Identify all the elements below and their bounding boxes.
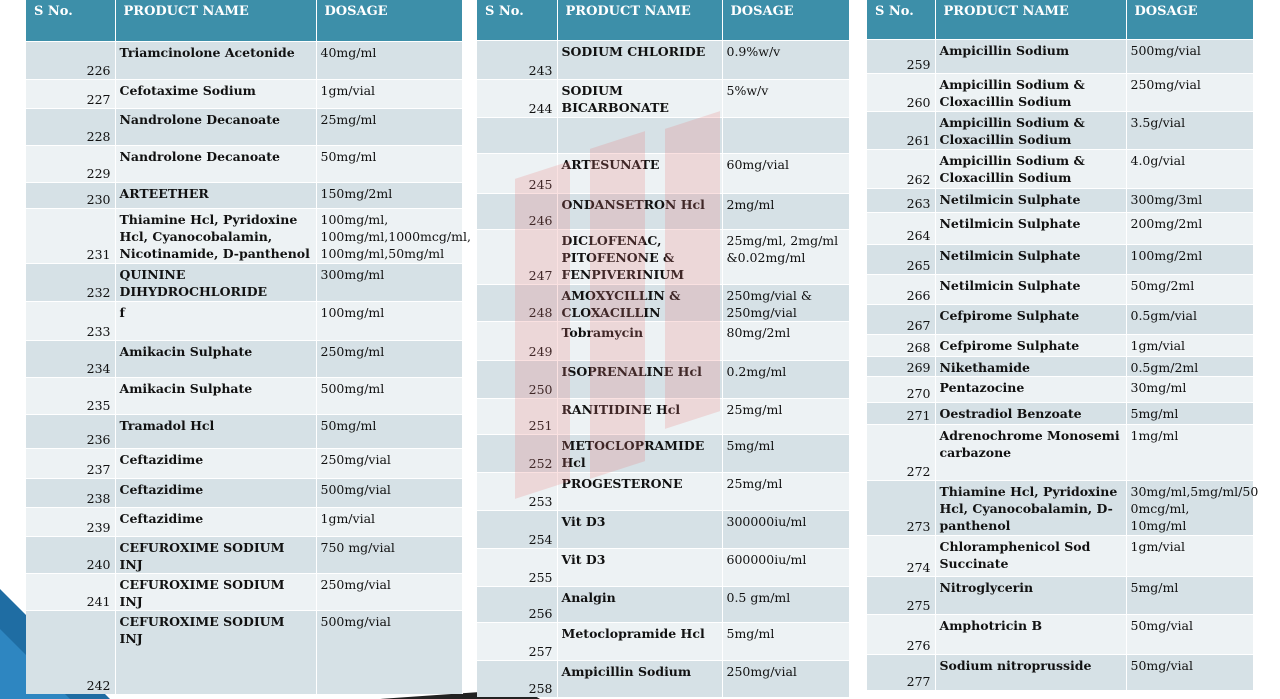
header-sno: S No. [477,0,557,40]
table-header-row [26,0,462,41]
product-table [867,0,1259,690]
product-name-cell: Metoclopramide Hcl [557,622,722,660]
product-name-cell: Ampicillin Sodium & Cloxacillin Sodium [935,73,1126,111]
serial-number-cell: 252 [477,434,557,472]
dosage-cell: 1gm/vial [316,507,462,536]
serial-number-cell: 271 [867,402,935,424]
table-row [477,321,849,360]
product-name-cell: Sodium nitroprusside [935,654,1126,690]
product-name-cell: Amphotricin B [935,614,1126,654]
serial-number-cell: 230 [26,182,115,208]
serial-number-cell: 228 [26,108,115,145]
table-row [26,108,462,145]
table-row [867,111,1253,149]
dosage-cell: 250mg/vial [1126,73,1253,111]
product-name-cell: Amikacin Sulphate [115,377,316,414]
dosage-cell: 50mg/ml [316,414,462,448]
serial-number-cell: 235 [26,377,115,414]
product-name-cell: ISOPRENALINE Hcl [557,360,722,398]
table-row [26,478,462,507]
dosage-cell [722,117,849,153]
product-name-cell: Thiamine Hcl, Pyridoxine Hcl, Cyanocobalamin, Nicotinamide, D-panthenol [115,208,316,263]
serial-number-cell: 268 [867,334,935,356]
table-row [477,472,849,510]
dosage-cell: 50mg/ml [316,145,462,182]
dosage-cell: 300000iu/ml [722,510,849,548]
product-table-3 [867,0,1259,690]
table-row [26,41,462,79]
table-row [26,301,462,340]
serial-number-cell: 273 [867,480,935,535]
serial-number-cell: 234 [26,340,115,377]
dosage-cell: 500mg/vial [316,478,462,507]
dosage-cell: 2mg/ml [722,193,849,229]
product-name-cell: Nikethamide [935,356,1126,376]
dosage-cell: 500mg/vial [1126,39,1253,73]
dosage-cell: 250mg/vial [316,573,462,610]
serial-number-cell: 236 [26,414,115,448]
table-row [26,536,462,573]
table-row [867,376,1253,402]
serial-number-cell: 251 [477,398,557,434]
dosage-cell: 25mg/ml [722,472,849,510]
serial-number-cell: 254 [477,510,557,548]
dosage-cell: 5%w/v [722,79,849,117]
table-row [477,434,849,472]
product-name-cell: Netilmicin Sulphate [935,244,1126,274]
product-name-cell: Ampicillin Sodium & Cloxacillin Sodium [935,149,1126,188]
table-row [477,229,849,284]
header-dosage: DOSAGE [1126,0,1253,39]
dosage-cell: 500mg/vial [316,610,462,694]
table-row [26,573,462,610]
table-row [26,79,462,108]
table-row [867,244,1253,274]
header-product-name: PRODUCT NAME [115,0,316,41]
product-name-cell: Analgin [557,586,722,622]
serial-number-cell [477,117,557,153]
product-name-cell: Ampicillin Sodium & Cloxacillin Sodium [935,111,1126,149]
serial-number-cell: 260 [867,73,935,111]
table-row [477,622,849,660]
dosage-cell: 600000iu/ml [722,548,849,586]
dosage-cell: 5mg/ml [722,622,849,660]
product-name-cell: Nandrolone Decanoate [115,145,316,182]
dosage-cell: 1gm/vial [1126,334,1253,356]
product-name-cell: CEFUROXIME SODIUM INJ [115,536,316,573]
table-row [477,586,849,622]
table-row [867,149,1253,188]
table-row [477,398,849,434]
product-table [26,0,471,694]
serial-number-cell: 257 [477,622,557,660]
product-table [477,0,850,697]
product-name-cell: Oestradiol Benzoate [935,402,1126,424]
product-name-cell: Thiamine Hcl, Pyridoxine Hcl, Cyanocobalamin, D-panthenol [935,480,1126,535]
serial-number-cell: 250 [477,360,557,398]
serial-number-cell: 226 [26,41,115,79]
table-row [477,117,849,153]
dosage-cell: 25mg/ml, 2mg/ml &0.02mg/ml [722,229,849,284]
dosage-cell: 250mg/vial [316,448,462,478]
serial-number-cell: 272 [867,424,935,480]
table-row [26,263,462,301]
dosage-cell: 1gm/vial [316,79,462,108]
product-name-cell: Ampicillin Sodium [557,660,722,697]
serial-number-cell: 277 [867,654,935,690]
dosage-cell: 100mg/ml, 100mg/ml,1000mcg/ml, 100mg/ml,50mg/ml [316,208,462,263]
table-row [26,610,462,694]
header-dosage: DOSAGE [722,0,849,40]
product-name-cell: Cefpirome Sulphate [935,334,1126,356]
product-name-cell: Amikacin Sulphate [115,340,316,377]
serial-number-cell: 274 [867,535,935,576]
serial-number-cell: 229 [26,145,115,182]
table-row [26,377,462,414]
dosage-cell: 200mg/2ml [1126,212,1253,244]
serial-number-cell: 244 [477,79,557,117]
table-row [477,153,849,193]
dosage-cell: 50mg/2ml [1126,274,1253,304]
table-row [477,193,849,229]
table-row [26,507,462,536]
product-name-cell: Ceftazidime [115,448,316,478]
product-name-cell: Cefpirome Sulphate [935,304,1126,334]
serial-number-cell: 231 [26,208,115,263]
table-row [26,208,462,263]
table-row [477,284,849,321]
dosage-cell: 4.0g/vial [1126,149,1253,188]
table-row [867,39,1253,73]
serial-number-cell: 248 [477,284,557,321]
product-table-1 [26,0,471,694]
dosage-cell: 1mg/ml [1126,424,1253,480]
serial-number-cell: 265 [867,244,935,274]
product-name-cell: Chloramphenicol Sod Succinate [935,535,1126,576]
product-name-cell: Triamcinolone Acetonide [115,41,316,79]
serial-number-cell: 276 [867,614,935,654]
table-row [867,212,1253,244]
product-name-cell: Netilmicin Sulphate [935,212,1126,244]
table-row [867,304,1253,334]
table-header-row [867,0,1253,39]
product-name-cell: AMOXYCILLIN & CLOXACILLIN [557,284,722,321]
product-name-cell: Pentazocine [935,376,1126,402]
serial-number-cell: 232 [26,263,115,301]
serial-number-cell: 262 [867,149,935,188]
table-row [867,274,1253,304]
dosage-cell: 0.5 gm/ml [722,586,849,622]
table-row [867,614,1253,654]
product-name-cell: ARTEETHER [115,182,316,208]
table-row [867,188,1253,212]
dosage-cell: 0.5gm/2ml [1126,356,1253,376]
product-name-cell: CEFUROXIME SODIUM INJ [115,573,316,610]
serial-number-cell: 243 [477,40,557,79]
product-name-cell: Ceftazidime [115,478,316,507]
dosage-cell: 5mg/ml [1126,402,1253,424]
product-name-cell: Adrenochrome Monosemi carbazone [935,424,1126,480]
table-row [477,79,849,117]
serial-number-cell: 240 [26,536,115,573]
table-row [867,535,1253,576]
dosage-cell: 25mg/ml [722,398,849,434]
dosage-cell: 30mg/ml,5mg/ml/50 0mcg/ml, 10mg/ml [1126,480,1253,535]
dosage-cell: 5mg/ml [1126,576,1253,614]
table-row [26,145,462,182]
dosage-cell: 250mg/vial [722,660,849,697]
product-name-cell: DICLOFENAC, PITOFENONE & FENPIVERINIUM [557,229,722,284]
serial-number-cell: 227 [26,79,115,108]
serial-number-cell: 239 [26,507,115,536]
header-dosage: DOSAGE [316,0,462,41]
table-row [477,40,849,79]
product-name-cell: QUININE DIHYDROCHLORIDE [115,263,316,301]
dosage-cell: 100mg/2ml [1126,244,1253,274]
dosage-cell: 100mg/ml [316,301,462,340]
product-name-cell: ARTESUNATE [557,153,722,193]
product-table-2 [477,0,850,697]
table-row [867,576,1253,614]
table-row [867,73,1253,111]
dosage-cell: 25mg/ml [316,108,462,145]
table-row [26,414,462,448]
product-name-cell: Ampicillin Sodium [935,39,1126,73]
serial-number-cell: 259 [867,39,935,73]
product-name-cell: ONDANSETRON Hcl [557,193,722,229]
product-name-cell: Vit D3 [557,548,722,586]
serial-number-cell: 245 [477,153,557,193]
serial-number-cell: 270 [867,376,935,402]
serial-number-cell: 249 [477,321,557,360]
dosage-cell: 0.5gm/vial [1126,304,1253,334]
product-name-cell: Nitroglycerin [935,576,1126,614]
serial-number-cell: 241 [26,573,115,610]
header-sno: S No. [26,0,115,41]
product-name-cell: Ceftazidime [115,507,316,536]
serial-number-cell: 237 [26,448,115,478]
header-product-name: PRODUCT NAME [557,0,722,40]
dosage-cell: 1gm/vial [1126,535,1253,576]
serial-number-cell: 246 [477,193,557,229]
serial-number-cell: 256 [477,586,557,622]
product-name-cell: Cefotaxime Sodium [115,79,316,108]
product-name-cell: PROGESTERONE [557,472,722,510]
dosage-cell: 30mg/ml [1126,376,1253,402]
dosage-cell: 50mg/vial [1126,614,1253,654]
table-row [477,660,849,697]
table-row [26,182,462,208]
header-product-name: PRODUCT NAME [935,0,1126,39]
table-row [867,480,1253,535]
dosage-cell: 0.9%w/v [722,40,849,79]
table-row [867,424,1253,480]
table-row [477,548,849,586]
serial-number-cell: 263 [867,188,935,212]
dosage-cell: 80mg/2ml [722,321,849,360]
product-name-cell: METOCLOPRAMIDE Hcl [557,434,722,472]
dosage-cell: 300mg/3ml [1126,188,1253,212]
dosage-cell: 40mg/ml [316,41,462,79]
serial-number-cell: 261 [867,111,935,149]
table-row [867,402,1253,424]
dosage-cell: 0.2mg/ml [722,360,849,398]
header-sno: S No. [867,0,935,39]
serial-number-cell: 275 [867,576,935,614]
dosage-cell: 250mg/ml [316,340,462,377]
serial-number-cell: 267 [867,304,935,334]
product-name-cell: Nandrolone Decanoate [115,108,316,145]
table-row [867,654,1253,690]
serial-number-cell: 264 [867,212,935,244]
dosage-cell: 500mg/ml [316,377,462,414]
product-name-cell: Tobramycin [557,321,722,360]
product-name-cell: Netilmicin Sulphate [935,188,1126,212]
table-row [477,360,849,398]
dosage-cell: 250mg/vial & 250mg/vial [722,284,849,321]
dosage-cell: 300mg/ml [316,263,462,301]
serial-number-cell: 255 [477,548,557,586]
product-name-cell: SODIUM BICARBONATE [557,79,722,117]
table-row [867,334,1253,356]
dosage-cell: 60mg/vial [722,153,849,193]
dosage-cell: 5mg/ml [722,434,849,472]
serial-number-cell: 269 [867,356,935,376]
serial-number-cell: 233 [26,301,115,340]
table-row [26,448,462,478]
table-row [867,356,1253,376]
serial-number-cell: 253 [477,472,557,510]
dosage-cell: 750 mg/vial [316,536,462,573]
product-name-cell: Vit D3 [557,510,722,548]
table-row [26,340,462,377]
table-row [477,510,849,548]
serial-number-cell: 266 [867,274,935,304]
dosage-cell: 3.5g/vial [1126,111,1253,149]
dosage-cell: 50mg/vial [1126,654,1253,690]
product-name-cell: RANITIDINE Hcl [557,398,722,434]
serial-number-cell: 238 [26,478,115,507]
serial-number-cell: 247 [477,229,557,284]
product-name-cell: f [115,301,316,340]
product-name-cell [557,117,722,153]
product-name-cell: Tramadol Hcl [115,414,316,448]
product-name-cell: Netilmicin Sulphate [935,274,1126,304]
serial-number-cell: 242 [26,610,115,694]
serial-number-cell: 258 [477,660,557,697]
product-name-cell: SODIUM CHLORIDE [557,40,722,79]
table-header-row [477,0,849,40]
dosage-cell: 150mg/2ml [316,182,462,208]
product-name-cell: CEFUROXIME SODIUM INJ [115,610,316,694]
